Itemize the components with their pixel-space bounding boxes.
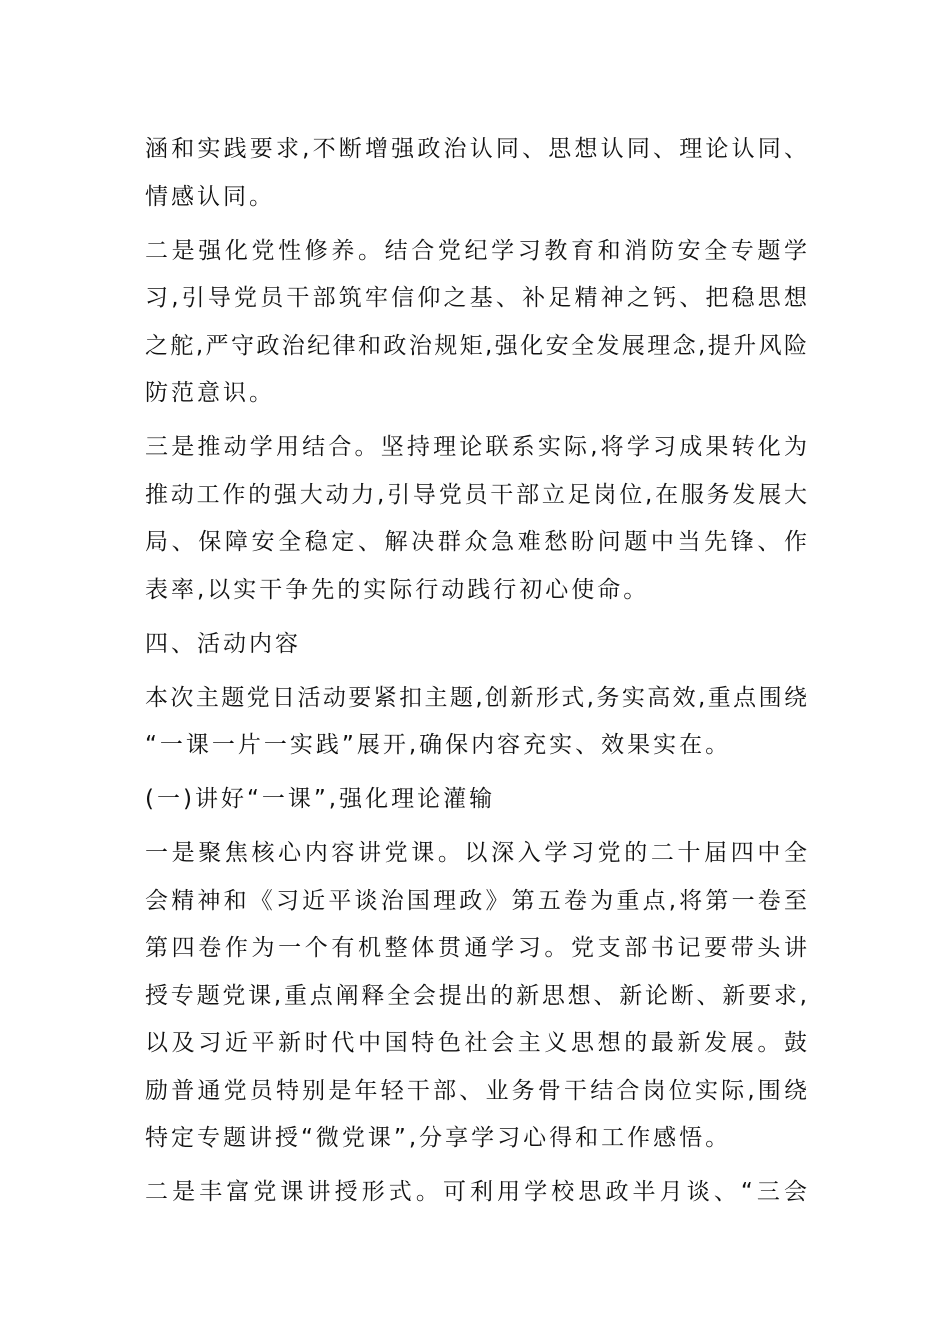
text-line: 三是推动学用结合。坚持理论联系实际,将学习成果转化为 (145, 434, 807, 460)
paragraph (145, 675, 807, 770)
paragraph (145, 424, 807, 614)
text-line: 情感认同。 (145, 183, 275, 210)
paragraph (145, 776, 807, 824)
paragraph (145, 126, 807, 221)
text-line: 以及习近平新时代中国特色社会主义思想的最新发展。鼓 (145, 1030, 807, 1056)
text-line: 二是丰富党课讲授形式。可利用学校思政半月谈、“三会 (145, 1179, 807, 1205)
text-line: 特定专题讲授“微党课”,分享学习心得和工作感悟。 (145, 1125, 732, 1151)
paragraph (145, 621, 807, 669)
text-line: 涵和实践要求,不断增强政治认同、思想认同、理论认同、 (145, 136, 807, 162)
paragraph (145, 1169, 807, 1217)
text-line: 推动工作的强大动力,引导党员干部立足岗位,在服务发展大 (145, 481, 807, 508)
text-line: 第四卷作为一个有机整体贯通学习。党支部书记要带头讲 (145, 935, 807, 961)
text-line: 局、保障安全稳定、解决群众急难愁盼问题中当先锋、作 (145, 529, 807, 555)
text-line: 励普通党员特别是年轻干部、业务骨干结合岗位实际,围绕 (145, 1077, 807, 1104)
text-line: “一课一片一实践”展开,确保内容充实、效果实在。 (145, 732, 732, 758)
paragraph (145, 228, 807, 418)
paragraph (145, 830, 807, 1163)
document-body (145, 126, 807, 1223)
text-line: 一是聚焦核心内容讲党课。以深入学习党的二十届四中全 (145, 840, 807, 866)
text-line: 防范意识。 (145, 380, 275, 406)
text-line: 习,引导党员干部筑牢信仰之基、补足精神之钙、把稳思想 (145, 285, 807, 311)
text-line: 之舵,严守政治纪律和政治规矩,强化安全发展理念,提升风险 (145, 332, 807, 359)
text-line: (一)讲好“一课”,强化理论灌输 (145, 786, 496, 812)
text-line: 授专题党课,重点阐释全会提出的新思想、新论断、新要求, (145, 982, 807, 1009)
text-line: 会精神和《习近平谈治国理政》第五卷为重点,将第一卷至 (145, 887, 807, 914)
text-line: 本次主题党日活动要紧扣主题,创新形式,务实高效,重点围绕 (145, 684, 807, 711)
text-line: 表率,以实干争先的实际行动践行初心使命。 (145, 576, 650, 603)
text-line: 四、活动内容 (145, 630, 301, 657)
text-line: 二是强化党性修养。结合党纪学习教育和消防安全专题学 (145, 237, 807, 264)
